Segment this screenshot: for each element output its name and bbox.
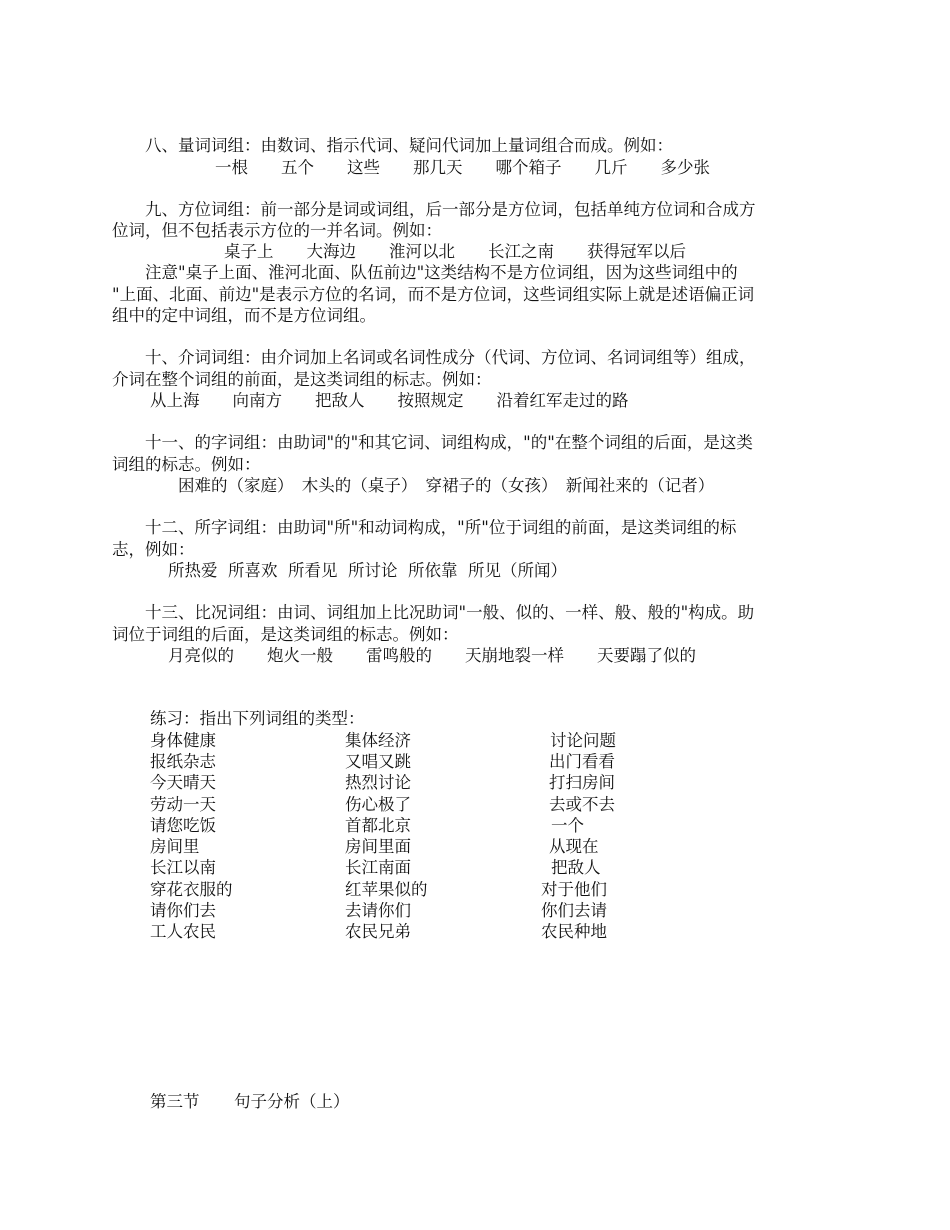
exercise-cell: 请你们去 bbox=[150, 901, 216, 920]
exercise-title: 练习：指出下列词组的类型： bbox=[150, 709, 365, 728]
exercise-cell: 把敌人 bbox=[551, 858, 601, 877]
paragraph-line: 十二、所字词组：由助词"所"和动词构成，"所"位于词组的前面，是这类词组的标 bbox=[112, 518, 737, 537]
paragraph-line: 九、方位词组：前一部分是词或词组，后一部分是方位词，包括单纯方位词和合成方 bbox=[112, 200, 756, 219]
exercise-cell: 请您吃饭 bbox=[150, 816, 216, 835]
section-title: 句子分析（上） bbox=[234, 1092, 350, 1111]
example-line: 所热爱 所喜欢 所看见 所讨论 所依靠 所见（所闻） bbox=[168, 561, 567, 580]
paragraph-line: 八、量词词组：由数词、指示代词、疑问代词加上量词组合而成。例如： bbox=[112, 136, 673, 155]
paragraph-line: 介词在整个词组的前面，是这类词组的标志。例如： bbox=[112, 370, 492, 389]
paragraph-line: 十一、的字词组：由助词"的"和其它词、词组构成，"的"在整个词组的后面，是这类 bbox=[112, 433, 753, 452]
exercise-cell: 你们去请 bbox=[541, 901, 607, 920]
exercise-cell: 今天晴天 bbox=[150, 773, 216, 792]
example-line: 困难的（家庭） 木头的（桌子） 穿裙子的（女孩） 新闻社来的（记者） bbox=[178, 476, 715, 495]
exercise-cell: 集体经济 bbox=[345, 731, 411, 750]
exercise-cell: 长江南面 bbox=[345, 858, 411, 877]
exercise-cell: 房间里 bbox=[150, 837, 200, 856]
exercise-cell: 穿花衣服的 bbox=[150, 880, 233, 899]
paragraph-line: 位词，但不包括表示方位的一并名词。例如： bbox=[112, 221, 442, 240]
exercise-cell: 又唱又跳 bbox=[345, 752, 411, 771]
exercise-cell: 劳动一天 bbox=[150, 795, 216, 814]
example-line: 桌子上 大海边 淮河以北 长江之南 获得冠军以后 bbox=[224, 242, 686, 261]
exercise-cell: 房间里面 bbox=[345, 837, 411, 856]
exercise-cell: 出门看看 bbox=[549, 752, 615, 771]
exercise-cell: 打扫房间 bbox=[549, 773, 615, 792]
exercise-cell: 伤心极了 bbox=[345, 795, 411, 814]
paragraph-line: 词组的标志。例如： bbox=[112, 455, 261, 474]
section-number: 第三节 bbox=[150, 1092, 200, 1111]
exercise-cell: 工人农民 bbox=[150, 922, 216, 941]
exercise-cell: 热烈讨论 bbox=[345, 773, 411, 792]
exercise-cell: 报纸杂志 bbox=[150, 752, 216, 771]
exercise-cell: 去或不去 bbox=[549, 795, 615, 814]
exercise-cell: 红苹果似的 bbox=[345, 880, 428, 899]
exercise-cell: 一个 bbox=[551, 816, 584, 835]
example-line: 一根 五个 这些 那几天 哪个箱子 几斤 多少张 bbox=[215, 158, 710, 177]
exercise-cell: 去请你们 bbox=[345, 901, 411, 920]
note-line: 注意"桌子上面、淮河北面、队伍前边"这类结构不是方位词组，因为这些词组中的 bbox=[112, 263, 738, 282]
paragraph-line: 词位于词组的后面，是这类词组的标志。例如： bbox=[112, 625, 459, 644]
exercise-cell: 长江以南 bbox=[150, 858, 216, 877]
note-line: "上面、北面、前边"是表示方位的名词，而不是方位词，这些词组实际上就是述语偏正词 bbox=[112, 285, 755, 304]
exercise-cell: 讨论问题 bbox=[550, 731, 616, 750]
example-line: 月亮似的 炮火一般 雷鸣般的 天崩地裂一样 天要蹋了似的 bbox=[168, 646, 696, 665]
example-line: 从上海 向南方 把敌人 按照规定 沿着红军走过的路 bbox=[150, 391, 629, 410]
exercise-cell: 身体健康 bbox=[150, 731, 216, 750]
paragraph-line: 十、介词词组：由介词加上名词或名词性成分（代词、方位词、名词词组等）组成， bbox=[112, 348, 756, 367]
exercise-cell: 对于他们 bbox=[541, 880, 607, 899]
paragraph-line: 志，例如： bbox=[112, 540, 195, 559]
note-line: 组中的定中词组，而不是方位词组。 bbox=[112, 306, 376, 325]
exercise-cell: 农民兄弟 bbox=[345, 922, 411, 941]
exercise-cell: 首都北京 bbox=[345, 816, 411, 835]
exercise-cell: 农民种地 bbox=[541, 922, 607, 941]
paragraph-line: 十三、比况词组：由词、词组加上比况助词"一般、似的、一样、般、般的"构成。助 bbox=[112, 603, 755, 622]
exercise-cell: 从现在 bbox=[549, 837, 599, 856]
